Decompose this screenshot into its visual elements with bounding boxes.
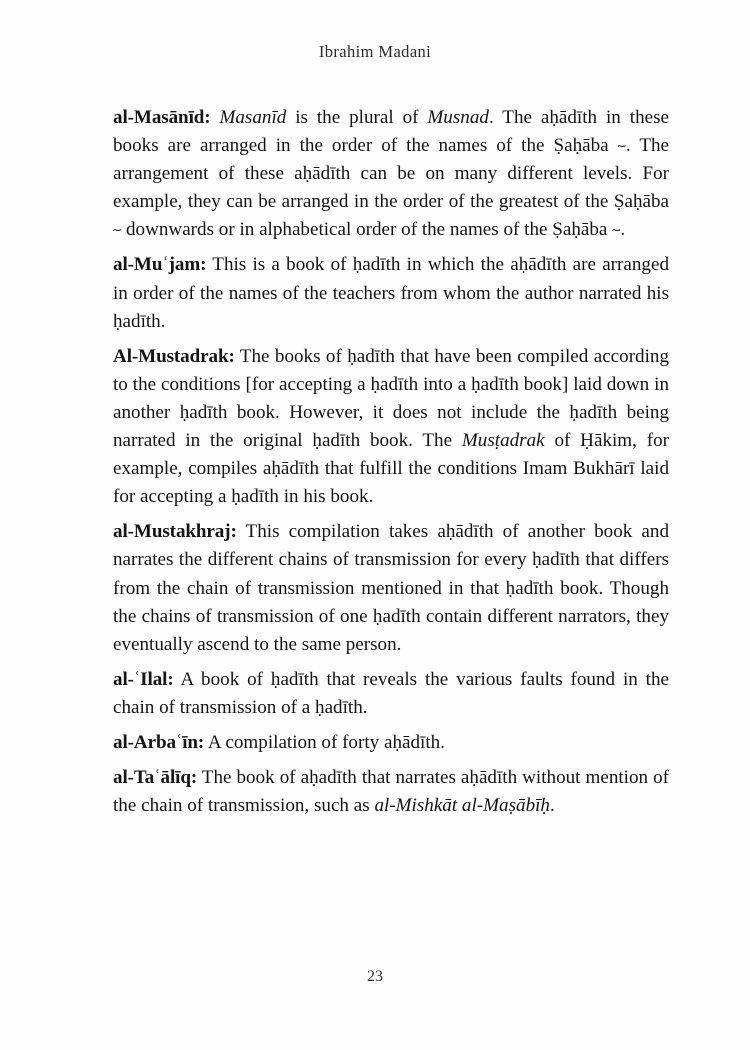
running-head: Ibrahim Madani	[318, 42, 432, 61]
entry-term: al-Arbaʿīn:	[113, 731, 205, 753]
entry-al-masanid	[113, 104, 669, 244]
entry-term: al-Muʿjam:	[113, 254, 207, 276]
entry-body: is the plural of	[286, 107, 428, 128]
entry-body: . The arrangement of these aḥādīth can be on many different levels. For example, they can be arranged in the order of the greatest of the Ṣaḥāba	[113, 135, 669, 213]
entry-body: downwards or in alphabetical order of the names of the Ṣaḥāba	[121, 219, 613, 241]
entry-body: .	[549, 795, 555, 817]
italic-title: Musṭadrak	[461, 430, 545, 452]
honorific-glyph: ؅	[617, 138, 626, 154]
entry-body: .	[620, 219, 626, 241]
entry-body: This is a book of ḥadīth in which the aḥādīth are arranged in order of the names of the teachers from whom the author narrated his ḥadīth.	[113, 254, 669, 332]
entry-al-mustakhraj	[113, 518, 669, 658]
entry-term: al-Masānīd:	[113, 107, 211, 128]
entry-al-mujam	[113, 251, 669, 335]
honorific-glyph: ؅	[113, 223, 122, 239]
entry-term: al-Taʿālīq:	[113, 767, 198, 789]
entry-body: This compilation takes aḥādīth of another book and narrates the different chains of transmission for every ḥadīth that differs from the chain of transmission mentioned in that ḥadīth book. Though the chains of transmission of one ḥadīth contain different narrators, they eventually ascend to the same person.	[113, 521, 669, 655]
entry-body: of Ḥākim, for example, compiles aḥādīth that fulfill the conditions Imam Bukhārī laid for accepting a ḥadīth in his book.	[113, 430, 670, 508]
entry-term: al-Mustakhraj:	[113, 521, 237, 543]
italic-title: Masanīd	[219, 107, 287, 128]
entry-body: . The aḥādīth in these books are arranged in the order of the names of the Ṣaḥāba	[113, 107, 669, 157]
entry-al-ilal	[113, 666, 669, 722]
entry-al-taaliq	[113, 764, 669, 820]
italic-title: al-Mishkāt al-Maṣābīḥ	[374, 795, 550, 817]
entry-body: A compilation of forty aḥādīth.	[204, 731, 445, 753]
entry-al-arbain	[113, 729, 669, 757]
entry-term: Al-Mustadrak:	[113, 345, 235, 367]
entry-term: al-ʿIlal:	[113, 668, 174, 690]
entry-body: The book of aḥadīth that narrates aḥādīth without mention of the chain of transmission, such as	[113, 767, 669, 817]
entry-al-mustadrak	[113, 343, 669, 512]
entry-body: The books of ḥadīth that have been compiled according to the conditions [for accepting a ḥadīth into a ḥadīth book] laid down in another ḥadīth book. However, it does not include the ḥadīth being narrated in the original ḥadīth book. The	[113, 345, 669, 452]
entry-body: A book of ḥadīth that reveals the various faults found in the chain of transmission of a ḥadīth.	[113, 668, 669, 718]
body-text-block	[113, 104, 669, 820]
page-number: 23	[367, 968, 383, 985]
italic-title: Musnad	[427, 107, 489, 128]
honorific-glyph: ؅	[612, 223, 621, 239]
